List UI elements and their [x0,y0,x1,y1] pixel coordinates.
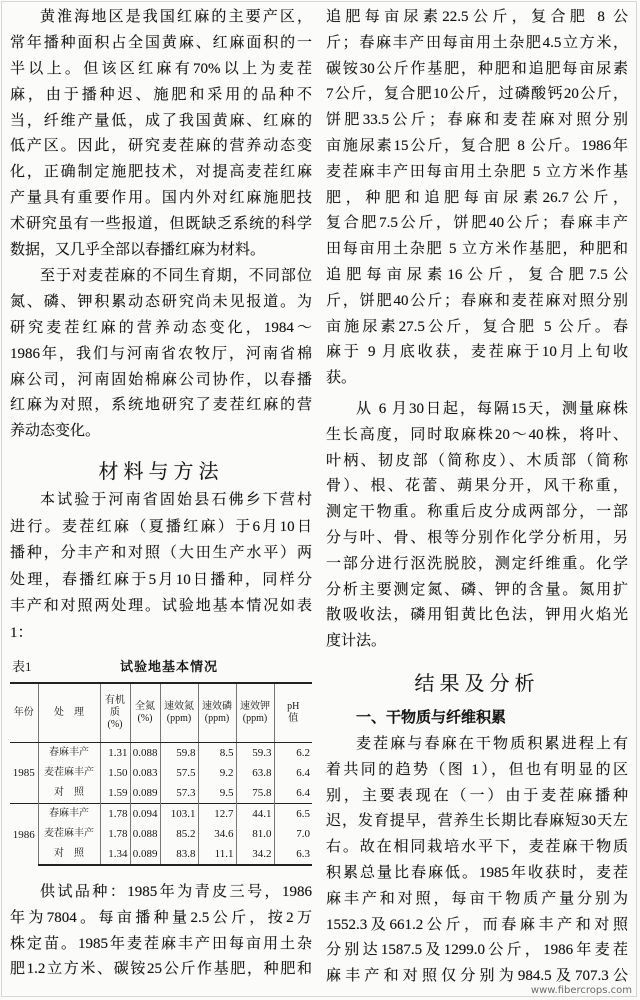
text-line: 氮、磷、钾积累动态研究尚未见报道。为 [10,293,312,310]
header-label: 全氮 [135,701,155,712]
section-heading-results: 结果及分析 [414,671,540,695]
text-line: 产量具有重要作用。国内外对红麻施肥技 [10,190,312,207]
text-line: 播种，分丰产和对照（大田生产水平）两 [10,545,312,561]
text-line: 复合肥7.5公斤，饼肥40公斤；春麻丰产 [326,215,628,232]
text-line: 分别达1587.5及1299.0公斤，1986年麦茬 [326,942,628,959]
text-line: 从 6 月30日起，每隔15天，测量麻株 [356,401,628,417]
value-cell: 1.31 [100,743,130,764]
text-line: 当，纤维产量低，成了我国黄麻、红麻的 [10,112,312,129]
value-cell: 0.089 [130,783,160,804]
value-cell: 81.0 [236,824,274,844]
text-line: 丰产和对照两处理。试验地基本情况如表 [10,598,312,614]
table-label: 表1 [12,659,32,674]
header-label: 速效钾 [240,701,270,712]
text-line: 麻于 9 月底收获，麦茬麻于10月上旬收 [326,344,628,361]
text-line: 养动态变化。 [10,423,101,440]
value-cell: 0.083 [130,763,160,783]
text-line: 亩施尿素15公斤，复合肥 8 公斤。1986年 [326,137,628,154]
header-unit: (%) [107,719,123,730]
value-cell: 1.59 [100,783,130,804]
text-line: 斤，饼肥40公斤；春麻和麦茬麻对照分别 [326,292,628,309]
text-line: 处理，春播红麻于5月10日播种，同样分 [10,571,312,588]
text-line: 1986年，我们与河南省农牧厅，河南省棉 [10,345,312,362]
value-cell: 8.5 [198,743,236,764]
value-cell: 1.78 [100,804,130,825]
value-cell: 0.088 [130,743,160,764]
value-cell: 6.3 [274,844,312,865]
text-line: 至于对麦茬麻的不同生育期，不同部位 [40,268,312,284]
text-line: 散吸收法，磷用钼黄比色法，钾用火焰光 [326,607,628,624]
text-line: 积累总量比春麻低。1985年收获时，麦茬 [326,864,628,881]
text-line: 1552.3及661.2公斤，而春麻丰产和对照 [326,916,628,933]
text-line: 半以上。但该区红麻有70%以上为麦茬 [10,60,312,77]
text-line: 本试验于河南省固始县石佛乡下营村 [40,492,312,508]
paragraph-results [326,732,628,990]
table-caption [12,656,312,678]
paragraph-intro-1 [10,5,312,264]
paragraph-varieties [10,880,312,983]
text-line: 亩施尿素27.5公斤，复合肥 5 公斤。春 [326,318,628,335]
header-organic-matter [100,683,130,743]
text-line: 田每亩用土杂肥 5 立方米作基肥，种肥和 [326,241,628,258]
treatment-cell: 对 照 [38,783,100,804]
text-line: 碳铵30公斤作基肥，种肥和追肥每亩尿素 [326,60,628,77]
table-row [10,783,312,804]
text-line: 追肥每亩尿素16公斤，复合肥7.5公 [326,266,628,283]
header-treatment: 处 理 [38,683,100,743]
value-cell: 34.2 [236,844,274,865]
paragraph-methods [10,487,312,646]
text-line: 生长高度，同时取麻株20～40株，将叶、 [326,426,628,443]
header-available-p [198,683,236,743]
value-cell: 57.5 [160,763,198,783]
header-total-n [130,683,160,743]
text-line: 麦茬麻丰产田每亩用土杂肥 5 立方米作基 [326,163,628,180]
value-cell: 6.2 [274,743,312,764]
table-row [10,763,312,783]
value-cell: 59.3 [236,743,274,764]
header-unit: (%) [137,713,153,724]
text-line: 7公斤，复合肥10公斤，过磷酸钙20公斤， [326,86,628,103]
text-line: 测定干物重。称重后皮分成两部分，一部 [326,504,628,521]
text-line: 度计法。 [326,633,387,650]
table-row [10,804,312,825]
year-cell: 1986 [10,804,38,866]
value-cell: 75.8 [236,783,274,804]
year-cell: 1985 [12,767,35,779]
subsection-heading: 一、干物质与纤维积累 [356,710,507,726]
table-header-row [10,683,312,743]
header-label: 有机质 [105,695,125,718]
text-line: 常年播种面积占全国黄麻、红麻面积的一 [10,34,312,51]
text-line: 骨）、根、花蕾、蒴果分开，风干称重， [326,478,628,495]
header-label: pH [287,701,300,712]
paragraph-sampling [326,397,628,655]
value-cell: 1.50 [100,763,130,783]
treatment-cell: 春麻丰产 [38,804,100,825]
text-line: 一部分进行沤洗脱胶，测定纤维重。化学 [326,555,628,572]
text-line: 肥，种肥和追肥每亩尿素26.7公斤， [326,189,628,206]
text-line: 研究麦茬红麻的营养动态变化，1984～ [10,319,312,336]
header-available-n [160,683,198,743]
text-line: 着共同的趋势（图 1），但也有明显的区 [326,761,628,778]
text-line: 肥1.2立方米、碳铵25公斤作基肥，种肥和 [10,961,312,978]
header-available-k [236,683,274,743]
text-line: 分析主要测定氮、磷、钾的含量。氮用扩 [326,581,628,598]
section-heading-methods: 材料与方法 [98,459,224,483]
header-ph [274,683,312,743]
text-line: 株定苗。1985年麦茬麻丰产田每亩用土杂 [10,935,312,952]
header-unit: 值 [288,713,299,724]
header-year: 年份 [10,683,38,743]
text-line: 红麻为对照，系统地研究了麦茬红麻的营 [10,397,312,414]
value-cell: 6.4 [274,783,312,804]
text-line: 别，主要表现在（一）由于麦茬麻播种 [326,787,628,804]
treatment-cell: 麦茬麻丰产 [38,824,100,844]
text-line: 进行。麦茬红麻（夏播红麻）于6月10日 [10,518,312,535]
text-line: 叶柄、韧皮部（简称皮）、木质部（简称 [326,452,628,469]
text-line: 低产区。因此，研究麦茬麻的营养动态变 [10,138,312,155]
text-line: 斤；春麻丰产田每亩用土杂肥4.5立方米， [326,34,628,51]
value-cell: 7.0 [274,824,312,844]
text-line: 1： [10,624,33,641]
text-line: 术研究虽有一些报道，但既缺乏系统的科学 [10,216,312,233]
table-row [10,743,312,764]
text-line: 年为7804。每亩播种量2.5公斤，按2万 [10,909,312,926]
header-unit: (ppm) [204,713,230,724]
text-line: 黄淮海地区是我国红麻的主要产区， [40,9,312,25]
value-cell: 44.1 [236,804,274,825]
text-line: 麻，由于播种迟、施肥和采用的品种不 [10,86,312,103]
value-cell: 0.089 [130,844,160,865]
text-line: 麻公司，河南固始棉麻公司协作，以春播 [10,371,312,388]
text-line: 右。故在相同栽培水平下，麦茬麻干物质 [326,839,628,856]
text-line: 供试品种：1985年为青皮三号，1986 [40,884,312,900]
text-line: 追肥每亩尿素22.5公斤，复合肥 8 公 [326,9,628,25]
text-line: 麻丰产和对照仅分别为984.5及707.3公 [326,968,628,985]
treatment-cell: 麦茬麻丰产 [38,763,100,783]
table-row [10,844,312,865]
value-cell: 9.2 [198,763,236,783]
value-cell: 59.8 [160,743,198,764]
text-line: 饼肥33.5公斤；春麻和麦茬麻对照分别 [326,112,628,129]
value-cell: 0.088 [130,824,160,844]
value-cell: 34.6 [198,824,236,844]
value-cell: 83.8 [160,844,198,865]
text-line: 分与叶、骨、根等分别作化学分析用，另 [326,529,628,546]
value-cell: 11.1 [198,844,236,865]
table-title: 试验地基本情况 [120,659,219,674]
treatment-cell: 春麻丰产 [38,743,100,764]
text-line: 化，正确制定施肥技术，对提高麦茬红麻 [10,164,312,181]
value-cell: 1.34 [100,844,130,865]
paragraph-intro-2 [10,264,312,445]
value-cell: 6.5 [274,804,312,825]
text-line: 数据，又几乎全部以春播红麻为材料。 [10,242,266,259]
value-cell: 57.3 [160,783,198,804]
watermark: www.fibercrops.com [530,985,632,996]
paragraph-fertilizer [326,5,628,392]
text-line: 获。 [326,370,357,387]
value-cell: 9.5 [198,783,236,804]
value-cell: 85.2 [160,824,198,844]
site-conditions-table [10,682,312,866]
header-label: 速效氮 [164,701,194,712]
table-row [10,824,312,844]
text-line: 迟，发育提早，营养生长期比春麻短30天左 [326,813,628,830]
value-cell: 0.094 [130,804,160,825]
value-cell: 12.7 [198,804,236,825]
text-line: 麦茬麻与春麻在干物质积累进程上有 [356,736,628,752]
treatment-cell: 对 照 [38,844,100,865]
header-unit: (ppm) [166,713,192,724]
value-cell: 63.8 [236,763,274,783]
header-unit: (ppm) [242,713,268,724]
value-cell: 6.4 [274,763,312,783]
header-label: 速效磷 [202,701,232,712]
value-cell: 103.1 [160,804,198,825]
text-line: 麻丰产和对照，每亩干物质产量分别为 [326,890,628,907]
value-cell: 1.78 [100,824,130,844]
